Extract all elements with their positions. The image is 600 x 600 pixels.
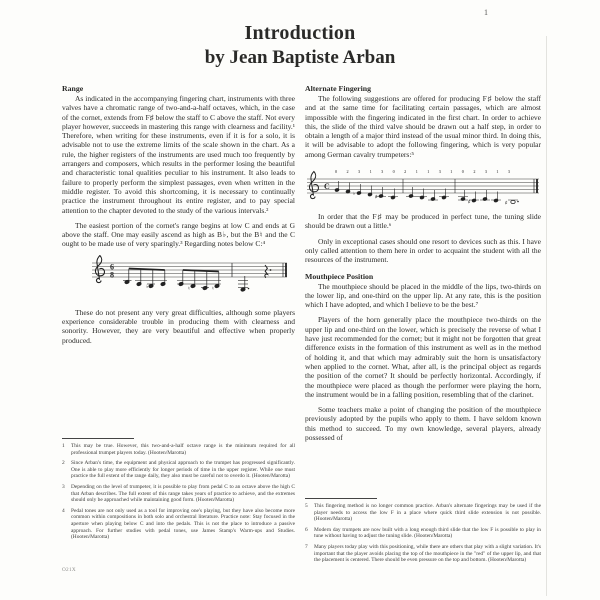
- music-example-alternate-fingering: [305, 165, 541, 207]
- footnote-4: [62, 508, 295, 541]
- note-run: [335, 179, 519, 205]
- range-paragraph-1: As indicated in the accompanying fingering chart, instruments with three valves have a chromatic range of two-and-a-half octaves, which, in the case of the cornet, extends from F♯ below the staff to C above the staff. Not every player however, succeeds in mastering this range with clearness and facility.¹ Therefore, when writing for these instruments, even if it is for a solo, it is advisable not to use the extreme limits of the scale shown in the chart. As a rule, the higher registers of the instruments are used much too frequently by arrangers and composers, which results in the performer losing the beautiful and characteristic tonal qualities peculiar to his instrument. It also leads to failure to properly perform the simplest passages, even when written in the middle register. To avoid this shortcoming, it is necessary to continually practice the instrument throughout its entire register, and to pay special attention to the chapter devoted to the study of the various intervals.²: [62, 94, 295, 215]
- range-paragraph-2: The easiest portion of the cornet's range begins at low C and ends at G above the staff. One may easily ascend as high as B♭, but the B♮ and the C ought to be made use of very sparingly.³ Regarding notes below C:⁴: [62, 220, 295, 249]
- treble-clef-icon: [309, 172, 318, 199]
- footnote-2: [62, 460, 295, 480]
- alt-fingering-paragraph-3: Only in exceptional cases should one resort to devices such as this. I have only called attention to them here in order to acquaint the student with all the resources of the instrument.: [305, 236, 541, 265]
- alt-fingering-paragraph-1: The following suggestions are offered for producing F♯ below the staff and at the same time for facilitating certain passages, which are almost impossible with the fingering indicated in the first chart. In order to achieve this, the slide of the third valve should be drawn out a half step, in order to obtain a length of a major third instead of the usual minor third. In doing this, it will be advisable to adopt the following fingering, which is very popular among German cavalry trumpeters:⁵: [305, 94, 541, 159]
- fingering-numbers: 0 2 3 1 3 0 2 1 1 3 1 0 2 3 1 3: [335, 169, 510, 175]
- mouthpiece-paragraph-2: Players of the horn generally place the mouthpiece two-thirds on the upper lip and one-third on the lower, which is precisely the reverse of what I have just recommended for the cornet; but it might not be forgotten that great difference exists in the formation of this instrument as well as in the method of holding it, and that which may admirably suit the horn is unsatisfactory when applied to the cornet. What, after all, is the principal object as regards the position of the cornet? It should be perfectly horizontal. Accordingly, if the mouthpiece were placed as though the performer were playing the horn, the instrument would be in a falling position, resembling that of the clarinet.: [305, 315, 541, 399]
- mouthpiece-paragraph-1: The mouthpiece should be placed in the middle of the lips, two-thirds on the lower lip, and one-third on the upper lip. At any rate, this is the position which I have adopted, and which I believe to be the best.⁷: [305, 281, 541, 310]
- music-example-low-notes: [62, 255, 295, 303]
- alt-fingering-paragraph-2: In order that the F♯ may be produced in perfect tune, the tuning slide should be drawn out a little.⁶: [305, 212, 541, 231]
- staff-lines: [307, 179, 539, 193]
- svg-text:♮: ♮: [188, 286, 190, 292]
- footnote-text: Modern day trumpets are now built with a long enough third slide that the low F is possible to play in tune without having to adjust the tuning slide. (Hooten/Marotta): [314, 526, 541, 540]
- heading-range: Range: [62, 84, 84, 93]
- range-paragraph-3: These do not present any very great difficulties, although some players experience considerable trouble in producing them with clearness and sonority. However, they are very beautiful and effective when properly produced.: [62, 307, 295, 345]
- footnote-text: Since Arban's time, the equipment and physical approach to the trumpet has progressed significantly. One is able to play more efficiently for longer periods of time in the upper register. While one must practice the full extent of the range daily, they also must be careful not to overdo it. (Hooten/Marotta): [71, 460, 295, 480]
- title-block: [0, 22, 600, 69]
- footnote-3: [62, 484, 295, 504]
- svg-text:♭: ♭: [146, 284, 149, 290]
- footnote-text: Depending on the level of trumpeter, it is possible to play from pedal C to an octave above the high C that Arban describes. The full extent of this range takes years of practice to achieve, and the extremes should only be approached while maintaining good form. (Hooten/Marotta): [71, 483, 295, 504]
- plate-number: O21X: [62, 567, 76, 573]
- footnote-number: 2: [62, 460, 65, 467]
- svg-text:♯: ♯: [375, 194, 378, 200]
- footnote-rule: [305, 498, 377, 499]
- footnote-text: This may be true. However, this two-and-a-half octave range is the minimum required for all professional trumpet players today. (Hooten/Marotta): [71, 443, 295, 456]
- footnote-6: [305, 527, 541, 540]
- note-group-3: [238, 276, 249, 292]
- left-column: [62, 84, 295, 351]
- footnote-number: 5: [305, 503, 308, 509]
- footnote-5: [305, 503, 541, 523]
- time-signature: C: [324, 182, 330, 192]
- time-signature: [110, 262, 114, 279]
- right-footnotes: [305, 498, 541, 568]
- left-footnotes: [62, 438, 295, 545]
- heading-alternate-fingering: Alternate Fingering: [305, 84, 372, 93]
- page-title: Introduction: [244, 22, 356, 44]
- footnote-7: [305, 544, 541, 564]
- footnote-number: 3: [62, 483, 65, 490]
- page-subtitle: by Jean Baptiste Arban: [204, 47, 396, 68]
- svg-text:♭: ♭: [353, 191, 356, 197]
- heading-mouthpiece-position: Mouthpiece Position: [305, 271, 374, 281]
- footnote-number: 6: [305, 526, 308, 533]
- footnote-rule: [62, 438, 134, 439]
- svg-text:♯: ♯: [505, 200, 508, 206]
- footnote-text: Many players today play with this positioning, while there are others that play with a slight variation. It's important that the player avoids placing the top of the mouthpiece in the "red" of the upper lip, and that the placement is centered. There should be even pressure on the top and bottom. (Hooten/Marotta): [314, 543, 541, 564]
- footnote-number: 1: [62, 443, 65, 449]
- footnote-number: 4: [62, 507, 65, 514]
- svg-text:8: 8: [110, 270, 114, 280]
- svg-text:♯: ♯: [468, 199, 471, 205]
- scan-edge-line: [546, 36, 547, 596]
- footnote-text: Pedal tones are not only used as a tool for improving one's playing, but they have also become more common within compositions in both solo and orchestral literature. Practice note: Stay focused in the aperture when playing below C and into the pedals. This is not the place to introduce a passive approach. For further studies with pedal tones, use James Stamp's Warm-ups and Studies. (Hooten/Marotta): [71, 507, 295, 541]
- treble-clef-icon: [95, 255, 104, 282]
- footnote-number: 7: [305, 543, 308, 550]
- svg-text:♮: ♮: [212, 286, 214, 292]
- quarter-rest-icon: [265, 265, 272, 278]
- page-number: 1: [484, 8, 488, 17]
- footnote-text: This fingering method is no longer common practice. Arban's alternate fingerings may be used if the player needs to access the low F in a place where quick third slide extension is not possible. (Hooten/Marotta): [314, 503, 541, 523]
- right-column: [305, 84, 541, 448]
- mouthpiece-paragraph-3: Some teachers make a point of changing the position of the mouthpiece previously adopted by the pupils who apply to them. I have seldom known this method to succeed. To my own knowledge, several players, already possessed of: [305, 405, 541, 443]
- svg-text:6: 6: [110, 262, 114, 272]
- note-group-1: [123, 268, 167, 290]
- footnote-1: [62, 443, 295, 456]
